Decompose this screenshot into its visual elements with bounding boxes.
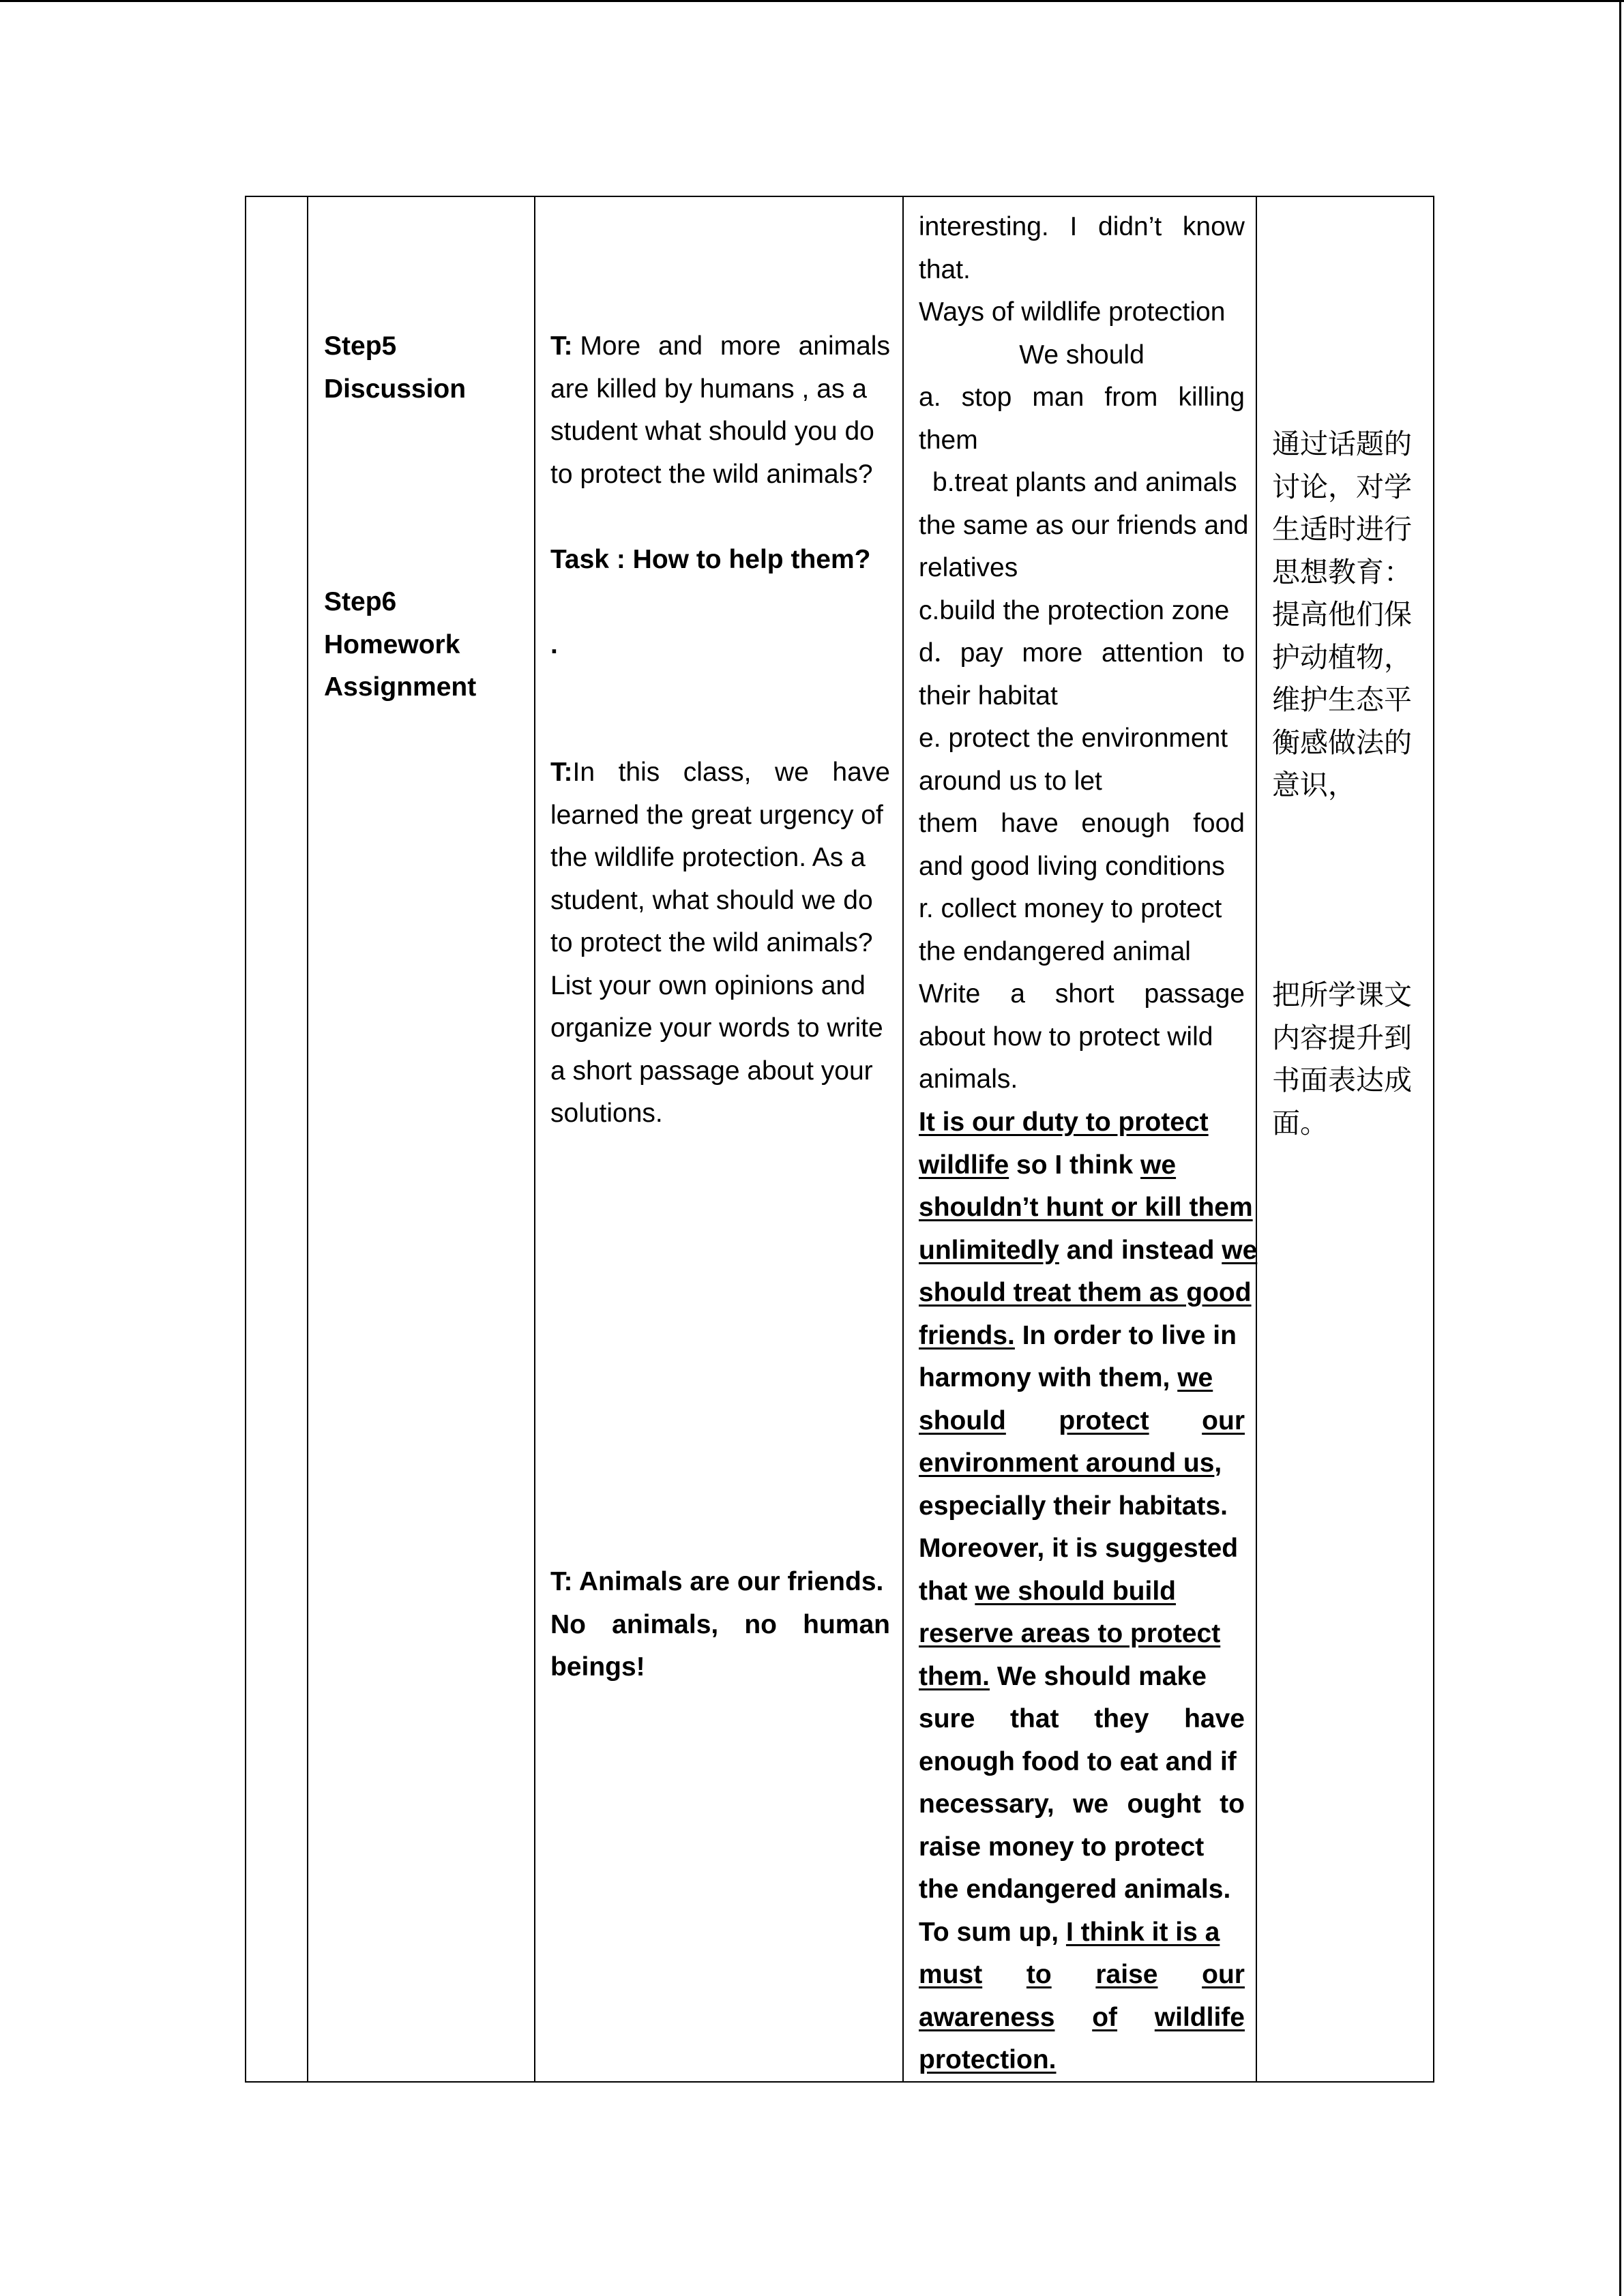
text-line: their habitat <box>919 681 1058 711</box>
essay-line: To sum up, I think it is a <box>919 1917 1220 1947</box>
step5-name: Discussion <box>324 374 467 404</box>
protection-ways-list <box>919 206 1249 1101</box>
step6-heading <box>324 581 529 709</box>
column-divider-1 <box>307 197 308 2081</box>
text-line: them <box>919 425 978 455</box>
essay-line: especially their habitats. <box>919 1491 1228 1521</box>
task-heading: Task : How to help them? <box>550 545 871 574</box>
intent-note-2 <box>1272 974 1418 1144</box>
text-line: that. <box>919 254 971 284</box>
text-line: 思想教育： <box>1272 555 1412 588</box>
essay-line: enough food to eat and if <box>919 1746 1237 1776</box>
text-line: the endangered animal <box>919 936 1191 966</box>
text-line: e. protect the environment <box>919 724 1228 753</box>
text-line: organize your words to write <box>550 1013 883 1043</box>
text-line: about how to protect wild <box>919 1022 1213 1052</box>
text-line: animals. <box>919 1064 1018 1094</box>
essay-line: shouldn’t hunt or kill them <box>919 1193 1253 1222</box>
text-line: T: Animals are our friends. <box>550 1567 884 1596</box>
text-line: a short passage about your <box>550 1056 873 1086</box>
text-line: T: More and more animals <box>550 331 890 361</box>
text-line: b.treat plants and animals <box>932 468 1237 497</box>
step6-name-line1: Homework <box>324 629 460 659</box>
text-line: List your own opinions and <box>550 970 866 1000</box>
essay-line: that we should build <box>919 1576 1176 1606</box>
text-line: beings! <box>550 1652 645 1682</box>
column-divider-4 <box>1256 197 1257 2081</box>
essay-line: It is our duty to protect <box>919 1107 1209 1137</box>
text-line: 维护生态平 <box>1272 683 1412 716</box>
bullet-dot: . <box>550 630 558 659</box>
sample-essay <box>919 1101 1258 2082</box>
text-line: 生适时进行 <box>1272 513 1412 546</box>
text-line: r. collect money to protect <box>919 894 1222 923</box>
essay-line: environment around us, <box>919 1448 1222 1478</box>
text-line: and good living conditions <box>919 851 1225 881</box>
text-line: 讨论，对学 <box>1272 470 1412 503</box>
lesson-plan-table <box>245 196 1434 2083</box>
text-line: the wildlife protection. As a <box>550 843 866 872</box>
text-line: 通过话题的 <box>1272 428 1412 460</box>
text-line: 内容提升到 <box>1272 1021 1412 1054</box>
text-line: the same as our friends and <box>919 510 1249 540</box>
text-line: Ways of wildlife protection <box>919 297 1226 327</box>
text-line: to protect the wild animals? <box>550 459 873 489</box>
essay-line: protection. <box>919 2045 1057 2074</box>
text-line: solutions. <box>550 1099 663 1128</box>
text-line: 提高他们保 <box>1272 598 1412 631</box>
text-line: 衡感做法的 <box>1272 726 1412 759</box>
essay-line: must to raise our <box>919 1960 1245 1989</box>
step6-name-line2: Assignment <box>324 672 477 702</box>
text-line: 面。 <box>1272 1106 1328 1139</box>
essay-line: raise money to protect <box>919 1832 1205 1862</box>
essay-line: harmony with them, we <box>919 1363 1213 1392</box>
column-divider-2 <box>534 197 535 2081</box>
text-line: a. stop man from killing <box>919 383 1245 412</box>
step5-heading <box>324 325 529 411</box>
essay-line: the endangered animals. <box>919 1875 1231 1904</box>
essay-line: awareness of wildlife <box>919 2002 1245 2032</box>
text-line: student, what should we do <box>550 885 873 915</box>
text-line: T:In this class, we have <box>550 758 890 787</box>
essay-line: unlimitedly and instead we <box>919 1235 1258 1265</box>
homework-prompt <box>550 751 890 1135</box>
text-line: them have enough food <box>919 809 1245 838</box>
text-line: learned the great urgency of <box>550 800 883 830</box>
text-line: c.build the protection zone <box>919 595 1230 625</box>
text-line: d．pay more attention to <box>919 638 1245 668</box>
essay-line: should protect our <box>919 1405 1245 1435</box>
text-line: No animals, no human <box>550 1609 890 1639</box>
text-line: 书面表达成 <box>1272 1064 1412 1097</box>
closing-remark <box>550 1561 890 1689</box>
text-line: 意识， <box>1272 769 1356 801</box>
discussion-prompt <box>550 325 890 496</box>
essay-line: sure that they have <box>919 1704 1245 1733</box>
text-line: relatives <box>919 553 1018 582</box>
essay-line: Moreover, it is suggested <box>919 1534 1239 1563</box>
page-right-border <box>1619 0 1621 2296</box>
text-line: around us to let <box>919 766 1102 796</box>
essay-line: reserve areas to protect <box>919 1619 1221 1648</box>
step6-title: Step6 <box>324 587 397 616</box>
text-line: student what should you do <box>550 417 874 446</box>
text-line: Write a short passage <box>919 979 1245 1009</box>
step5-title: Step5 <box>324 331 397 361</box>
text-line: 把所学课文 <box>1272 979 1412 1011</box>
essay-line: should treat them as good <box>919 1278 1252 1307</box>
text-line: 护动植物， <box>1272 640 1412 674</box>
text-line: are killed by humans , as a <box>550 374 867 404</box>
essay-line: friends. In order to live in <box>919 1320 1237 1350</box>
essay-line: necessary, we ought to <box>919 1789 1245 1819</box>
text-line: We should <box>1019 340 1145 370</box>
column-divider-3 <box>902 197 904 2081</box>
intent-note-1 <box>1272 423 1418 807</box>
essay-line: them. We should make <box>919 1661 1207 1691</box>
text-line: to protect the wild animals? <box>550 928 873 957</box>
page-top-border <box>0 0 1624 2</box>
essay-line: wildlife so I think we <box>919 1150 1177 1180</box>
text-line: interesting. I didn’t know <box>919 212 1245 241</box>
